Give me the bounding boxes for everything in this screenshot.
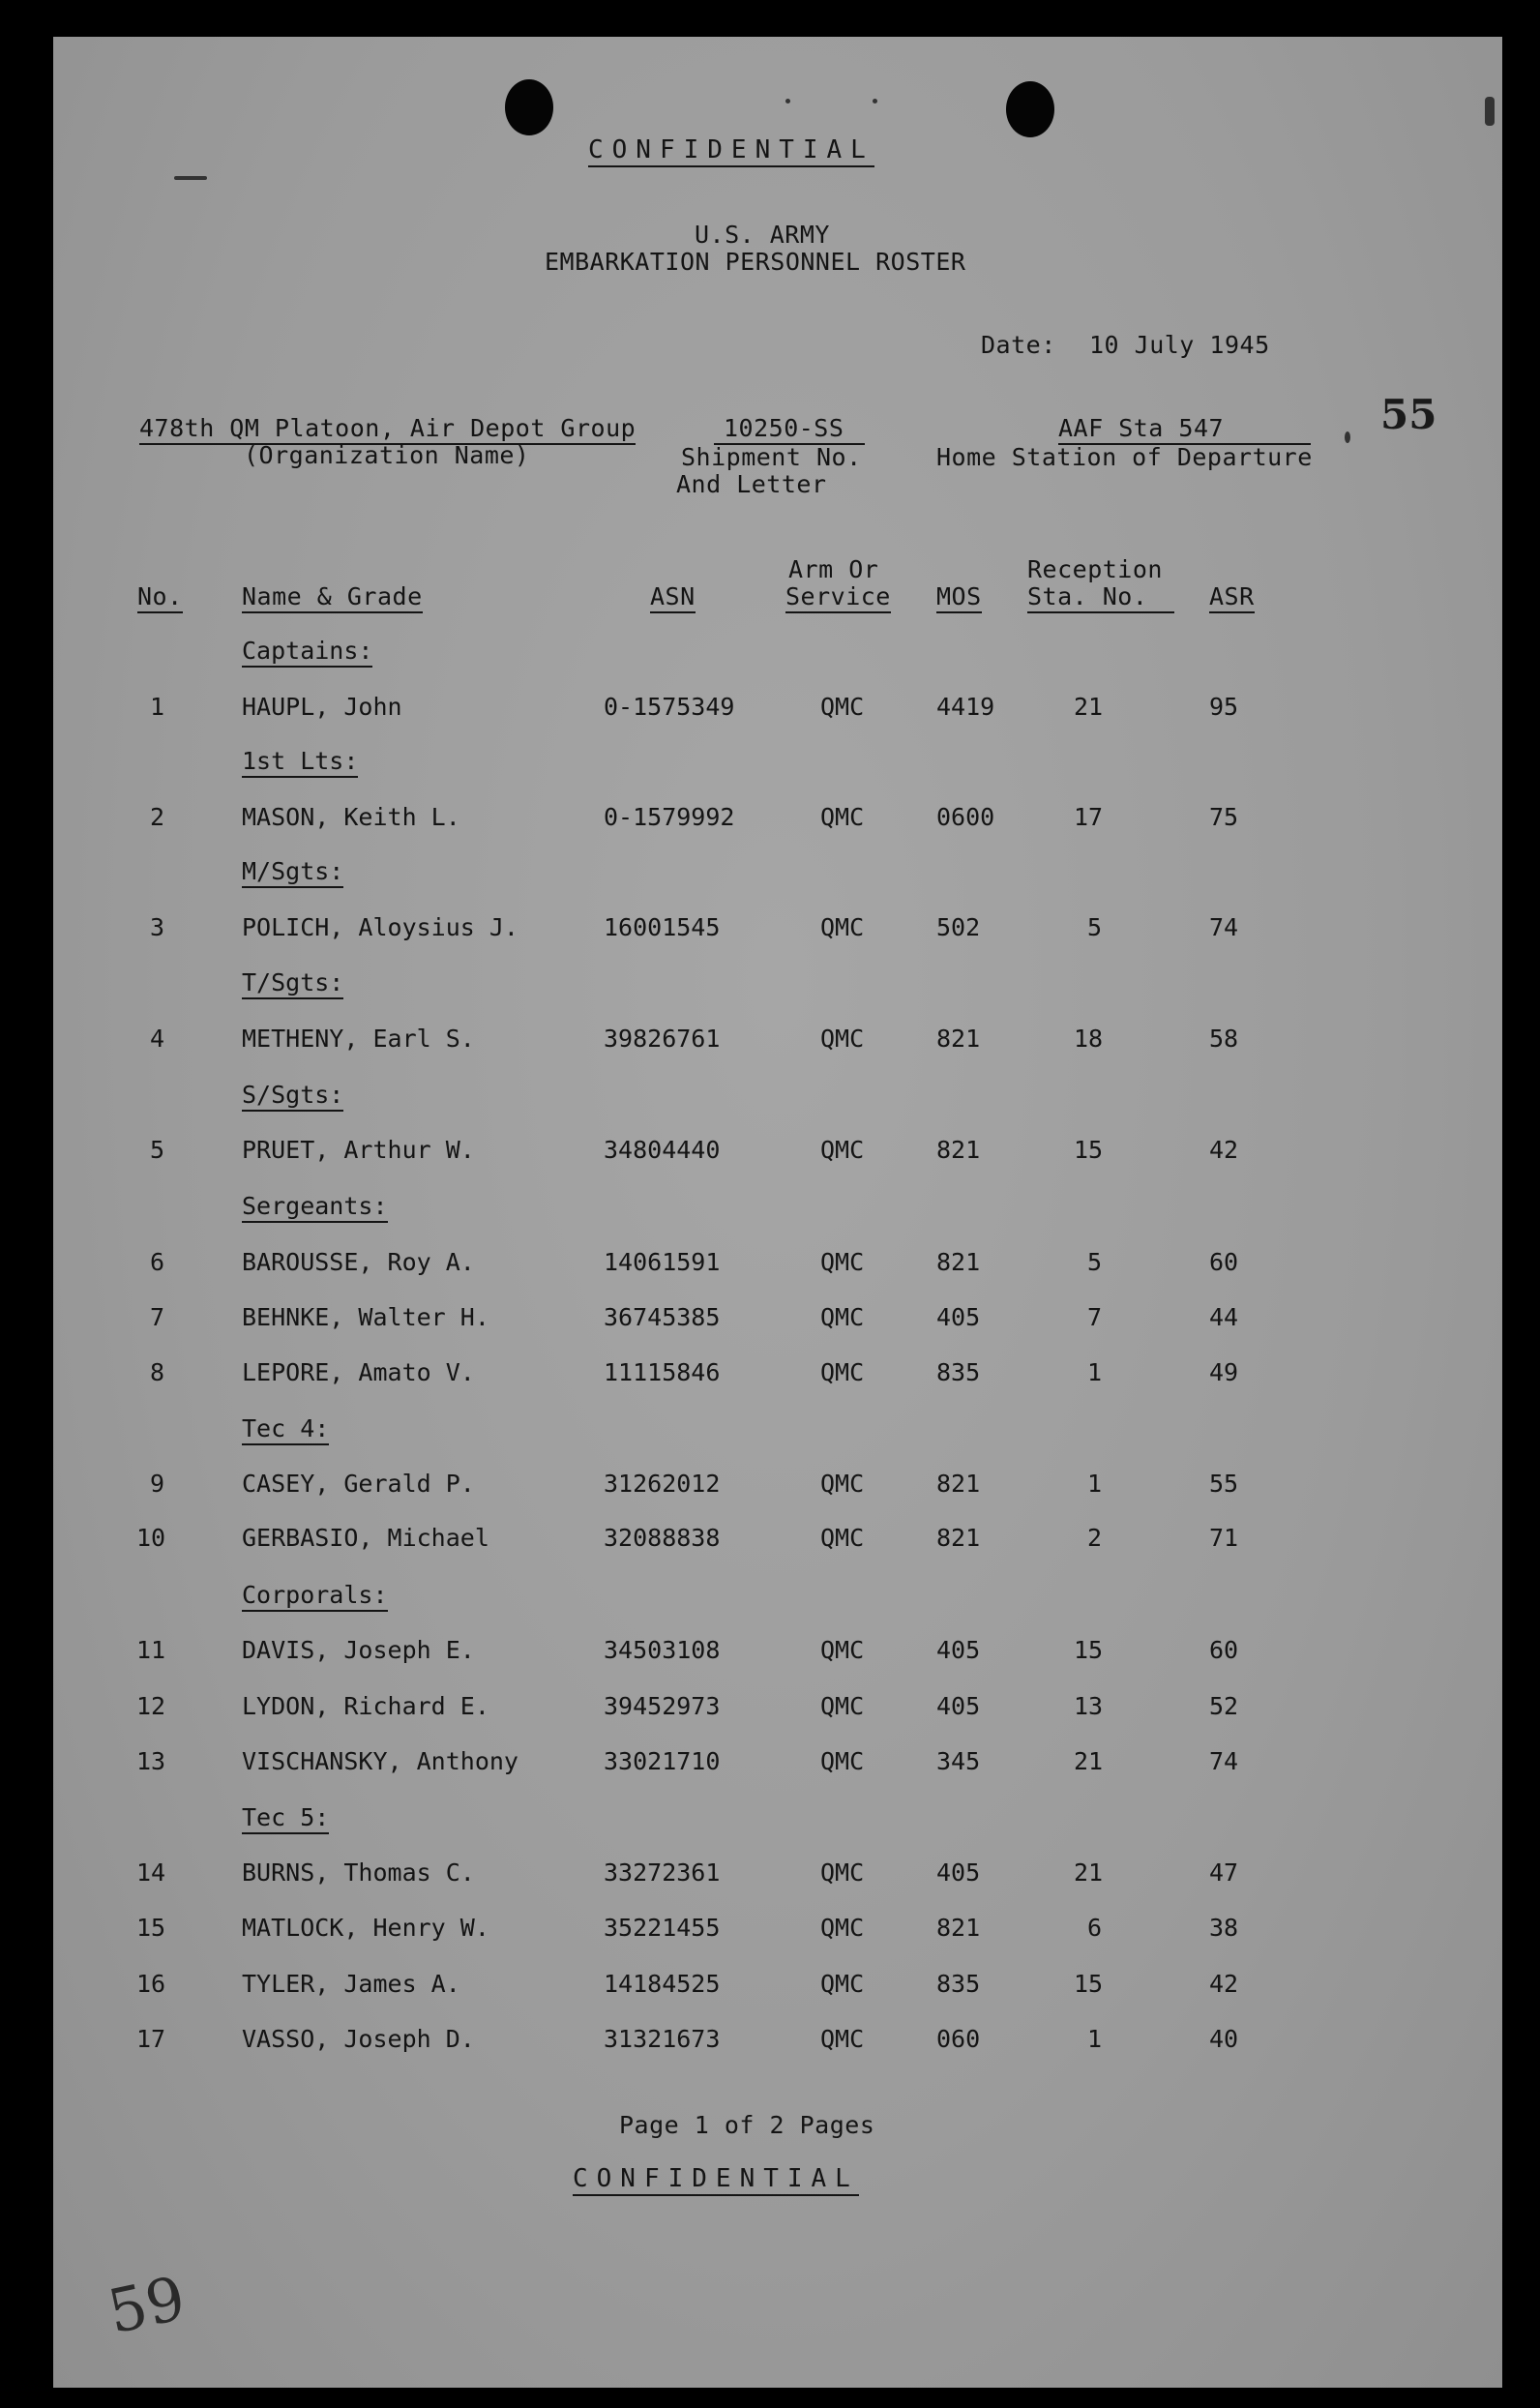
cell-asr: 71 <box>1209 1524 1239 1552</box>
cell-mos: 821 <box>936 1470 981 1498</box>
table-row <box>0 1747 1540 1780</box>
cell-name: POLICH, Aloysius J. <box>242 913 518 941</box>
cell-asn: 35221455 <box>604 1914 721 1942</box>
cell-asn: 0-1579992 <box>604 803 735 831</box>
cell-arm: QMC <box>820 1524 865 1552</box>
table-row <box>0 1914 1540 1947</box>
date-value: 10 July 1945 <box>1089 331 1270 359</box>
col-header-asn: ASN <box>650 582 696 613</box>
cell-arm: QMC <box>820 693 865 721</box>
cell-sta: 5 <box>1087 913 1103 941</box>
confidential-bottom: CONFIDENTIAL <box>573 2164 859 2196</box>
header-line-army: U.S. ARMY <box>695 221 830 249</box>
cell-name: MASON, Keith L. <box>242 803 460 831</box>
cell-asn: 39826761 <box>604 1025 721 1053</box>
cell-name: LEPORE, Amato V. <box>242 1358 475 1386</box>
speck <box>785 99 790 104</box>
cell-asr: 44 <box>1209 1303 1239 1331</box>
handwritten-mark: 59 <box>102 2262 192 2348</box>
cell-asr: 40 <box>1209 2025 1239 2053</box>
section-title: S/Sgts: <box>242 1081 343 1112</box>
cell-arm: QMC <box>820 1970 865 1998</box>
cell-sta: 17 <box>1074 803 1104 831</box>
cell-mos: 821 <box>936 1248 981 1276</box>
section-title: Corporals: <box>242 1581 388 1612</box>
section-title: 1st Lts: <box>242 747 358 778</box>
table-row <box>0 1692 1540 1725</box>
home-station-caption: Home Station of Departure <box>936 443 1313 471</box>
cell-asn: 33272361 <box>604 1858 721 1887</box>
cell-asn: 14061591 <box>604 1248 721 1276</box>
date-label: Date: <box>981 331 1056 359</box>
cell-asr: 58 <box>1209 1025 1239 1053</box>
table-row <box>0 1970 1540 2003</box>
col-header-reception-top: Reception <box>1027 555 1163 583</box>
table-row <box>0 1025 1540 1057</box>
cell-asn: 36745385 <box>604 1303 721 1331</box>
cell-sta: 21 <box>1074 693 1104 721</box>
cell-mos: 821 <box>936 1025 981 1053</box>
cell-arm: QMC <box>820 913 865 941</box>
table-row <box>0 1858 1540 1891</box>
cell-mos: 821 <box>936 1136 981 1164</box>
table-row <box>0 693 1540 726</box>
shipment-number: 10250-SS <box>714 414 865 445</box>
cell-name: GERBASIO, Michael <box>242 1524 489 1552</box>
cell-name: BURNS, Thomas C. <box>242 1858 475 1887</box>
cell-asr: 42 <box>1209 1136 1239 1164</box>
cell-sta: 1 <box>1087 2025 1103 2053</box>
shipment-caption-2: And Letter <box>676 470 827 498</box>
speck <box>174 176 207 180</box>
cell-arm: QMC <box>820 1470 865 1498</box>
cell-no: 4 <box>150 1025 165 1053</box>
cell-name: TYLER, James A. <box>242 1970 460 1998</box>
table-row <box>0 1470 1540 1502</box>
cell-sta: 15 <box>1074 1636 1104 1664</box>
cell-name: DAVIS, Joseph E. <box>242 1636 475 1664</box>
cell-asn: 0-1575349 <box>604 693 735 721</box>
cell-no: 10 <box>136 1524 166 1552</box>
cell-mos: 0600 <box>936 803 995 831</box>
cell-arm: QMC <box>820 1636 865 1664</box>
cell-sta: 7 <box>1087 1303 1103 1331</box>
cell-asn: 11115846 <box>604 1358 721 1386</box>
cell-asr: 60 <box>1209 1636 1239 1664</box>
cell-asr: 47 <box>1209 1858 1239 1887</box>
cell-sta: 18 <box>1074 1025 1104 1053</box>
table-row <box>0 1524 1540 1557</box>
cell-name: VISCHANSKY, Anthony <box>242 1747 518 1775</box>
cell-asn: 33021710 <box>604 1747 721 1775</box>
cell-no: 3 <box>150 913 165 941</box>
cell-asr: 52 <box>1209 1692 1239 1720</box>
cell-name: MATLOCK, Henry W. <box>242 1914 489 1942</box>
col-header-no: No. <box>137 582 183 613</box>
section-title: M/Sgts: <box>242 857 343 888</box>
cell-name: HAUPL, John <box>242 693 402 721</box>
cell-asr: 74 <box>1209 913 1239 941</box>
cell-asr: 75 <box>1209 803 1239 831</box>
cell-arm: QMC <box>820 1692 865 1720</box>
cell-sta: 2 <box>1087 1524 1103 1552</box>
cell-arm: QMC <box>820 1858 865 1887</box>
table-row <box>0 1136 1540 1169</box>
speck <box>1485 97 1495 126</box>
col-header-asr: ASR <box>1209 582 1255 613</box>
cell-no: 5 <box>150 1136 165 1164</box>
page-mark: 55 <box>1380 391 1437 438</box>
cell-arm: QMC <box>820 803 865 831</box>
cell-mos: 060 <box>936 2025 981 2053</box>
cell-name: BAROUSSE, Roy A. <box>242 1248 475 1276</box>
table-row <box>0 1303 1540 1336</box>
cell-sta: 15 <box>1074 1136 1104 1164</box>
cell-name: CASEY, Gerald P. <box>242 1470 475 1498</box>
col-header-reception-bottom: Sta. No. <box>1027 582 1174 613</box>
cell-asn: 14184525 <box>604 1970 721 1998</box>
cell-no: 1 <box>150 693 165 721</box>
cell-mos: 821 <box>936 1524 981 1552</box>
table-row <box>0 2025 1540 2058</box>
cell-no: 16 <box>136 1970 166 1998</box>
cell-sta: 5 <box>1087 1248 1103 1276</box>
table-row <box>0 913 1540 946</box>
shipment-caption-1: Shipment No. <box>681 443 862 471</box>
cell-asr: 38 <box>1209 1914 1239 1942</box>
cell-mos: 4419 <box>936 693 995 721</box>
cell-sta: 6 <box>1087 1914 1103 1942</box>
cell-asn: 34503108 <box>604 1636 721 1664</box>
cell-asn: 16001545 <box>604 913 721 941</box>
cell-asr: 74 <box>1209 1747 1239 1775</box>
cell-no: 6 <box>150 1248 165 1276</box>
cell-arm: QMC <box>820 1248 865 1276</box>
organization-caption: (Organization Name) <box>244 441 530 469</box>
cell-mos: 405 <box>936 1303 981 1331</box>
punch-hole-right <box>1006 81 1054 137</box>
cell-arm: QMC <box>820 1136 865 1164</box>
cell-sta: 1 <box>1087 1358 1103 1386</box>
cell-asr: 60 <box>1209 1248 1239 1276</box>
table-row <box>0 1358 1540 1391</box>
cell-no: 13 <box>136 1747 166 1775</box>
speck <box>873 99 877 104</box>
cell-no: 8 <box>150 1358 165 1386</box>
cell-name: VASSO, Joseph D. <box>242 2025 475 2053</box>
cell-mos: 502 <box>936 913 981 941</box>
cell-arm: QMC <box>820 1914 865 1942</box>
page-count: Page 1 of 2 Pages <box>619 2111 875 2139</box>
cell-mos: 821 <box>936 1914 981 1942</box>
cell-arm: QMC <box>820 1358 865 1386</box>
cell-mos: 835 <box>936 1358 981 1386</box>
cell-mos: 405 <box>936 1636 981 1664</box>
cell-asr: 95 <box>1209 693 1239 721</box>
cell-asr: 55 <box>1209 1470 1239 1498</box>
cell-arm: QMC <box>820 2025 865 2053</box>
home-station: AAF Sta 547 <box>1058 414 1311 445</box>
cell-mos: 345 <box>936 1747 981 1775</box>
cell-mos: 405 <box>936 1858 981 1887</box>
cell-asn: 31321673 <box>604 2025 721 2053</box>
cell-mos: 405 <box>936 1692 981 1720</box>
section-title: T/Sgts: <box>242 968 343 999</box>
cell-mos: 835 <box>936 1970 981 1998</box>
header-line-roster: EMBARKATION PERSONNEL ROSTER <box>545 248 966 276</box>
col-header-mos: MOS <box>936 582 982 613</box>
section-title: Tec 4: <box>242 1414 329 1445</box>
cell-no: 7 <box>150 1303 165 1331</box>
cell-no: 15 <box>136 1914 166 1942</box>
section-title: Tec 5: <box>242 1803 329 1834</box>
cell-sta: 21 <box>1074 1747 1104 1775</box>
col-header-name: Name & Grade <box>242 582 423 613</box>
cell-arm: QMC <box>820 1303 865 1331</box>
cell-no: 9 <box>150 1470 165 1498</box>
cell-sta: 13 <box>1074 1692 1104 1720</box>
table-row <box>0 1248 1540 1281</box>
speck <box>1345 431 1350 443</box>
cell-name: METHENY, Earl S. <box>242 1025 475 1053</box>
section-title: Captains: <box>242 637 372 668</box>
section-title: Sergeants: <box>242 1192 388 1223</box>
confidential-top: CONFIDENTIAL <box>588 135 874 167</box>
table-row <box>0 803 1540 836</box>
cell-arm: QMC <box>820 1025 865 1053</box>
cell-name: LYDON, Richard E. <box>242 1692 489 1720</box>
cell-no: 2 <box>150 803 165 831</box>
cell-sta: 1 <box>1087 1470 1103 1498</box>
cell-asr: 49 <box>1209 1358 1239 1386</box>
cell-asn: 31262012 <box>604 1470 721 1498</box>
cell-name: BEHNKE, Walter H. <box>242 1303 489 1331</box>
cell-sta: 15 <box>1074 1970 1104 1998</box>
cell-no: 17 <box>136 2025 166 2053</box>
col-header-arm-top: Arm Or <box>788 555 879 583</box>
cell-asn: 34804440 <box>604 1136 721 1164</box>
cell-arm: QMC <box>820 1747 865 1775</box>
cell-name: PRUET, Arthur W. <box>242 1136 475 1164</box>
cell-sta: 21 <box>1074 1858 1104 1887</box>
cell-no: 12 <box>136 1692 166 1720</box>
cell-no: 14 <box>136 1858 166 1887</box>
cell-asr: 42 <box>1209 1970 1239 1998</box>
cell-asn: 32088838 <box>604 1524 721 1552</box>
cell-asn: 39452973 <box>604 1692 721 1720</box>
table-row <box>0 1636 1540 1669</box>
organization-name: 478th QM Platoon, Air Depot Group <box>139 414 636 445</box>
cell-no: 11 <box>136 1636 166 1664</box>
col-header-arm-bottom: Service <box>785 582 891 613</box>
punch-hole-left <box>505 79 553 135</box>
